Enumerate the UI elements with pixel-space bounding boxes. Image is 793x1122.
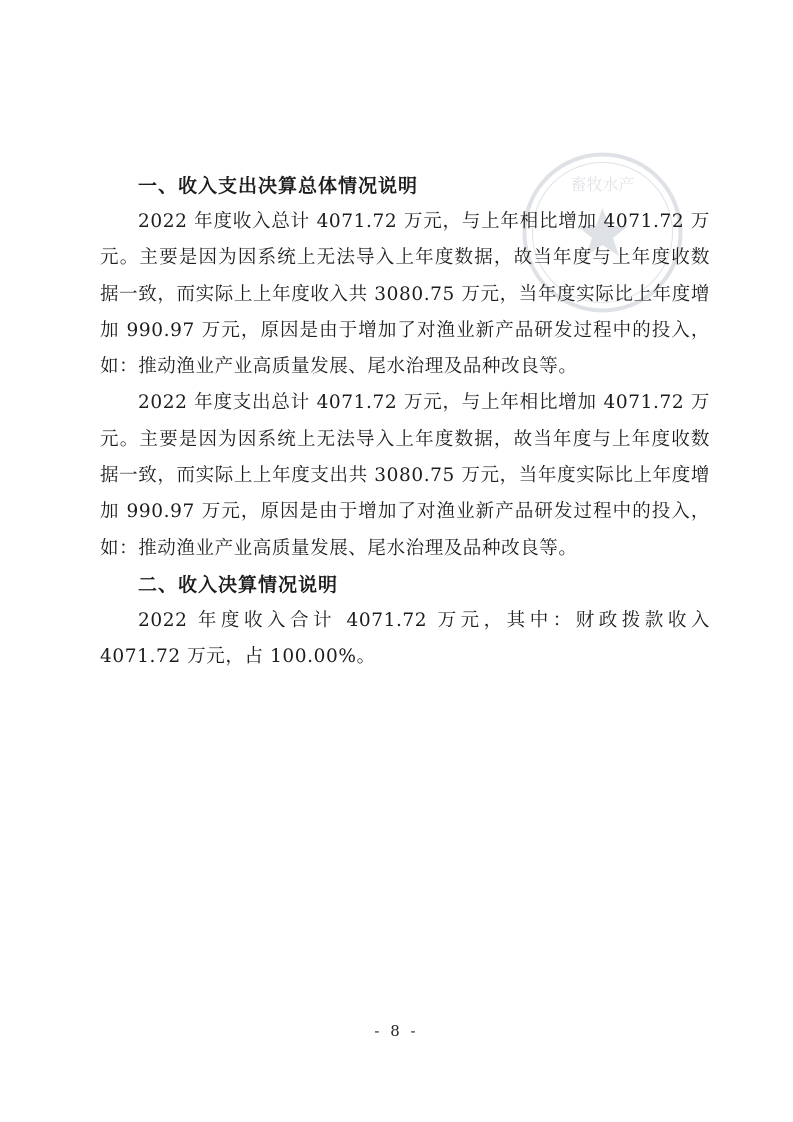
paragraph-expenditure-total: 2022 年度支出总计 4071.72 万元，与上年相比增加 4071.72 万元。主要是因为因系统上无法导入上年度数据，故当年度与上年度收数据一致，而实际上上年度支出共 3080.75 万元，当年度实际比上年度增加 990.97 万元，原因是由于增加了对渔业新产品研发过程中的投入，如：推动渔业产业高质量发展、尾水治理及品种改良等。 xyxy=(100,392,710,559)
svg-text:畜牧水产: 畜牧水产 xyxy=(570,175,635,194)
section-heading-1: 一、收入支出决算总体情况说明 xyxy=(138,175,419,197)
document-body xyxy=(100,168,710,676)
paragraph-income-breakdown: 2022 年度收入合计 4071.72 万元，其中：财政拨款收入 4071.72 万元，占 100.00%。 xyxy=(100,609,710,668)
paragraph-income-total: 2022 年度收入总计 4071.72 万元，与上年相比增加 4071.72 万元。主要是因为因系统上无法导入上年度数据，故当年度与上年度收数据一致，而实际上上年度收入共 3080.75 万元，当年度实际比上年度增加 990.97 万元，原因是由于增加了对渔业新产品研发过程中的投入，如：推动渔业产业高质量发展、尾水治理及品种改良等。 xyxy=(100,211,710,378)
page-number: - 8 - xyxy=(374,1022,419,1040)
section-heading-2: 二、收入决算情况说明 xyxy=(138,573,339,596)
